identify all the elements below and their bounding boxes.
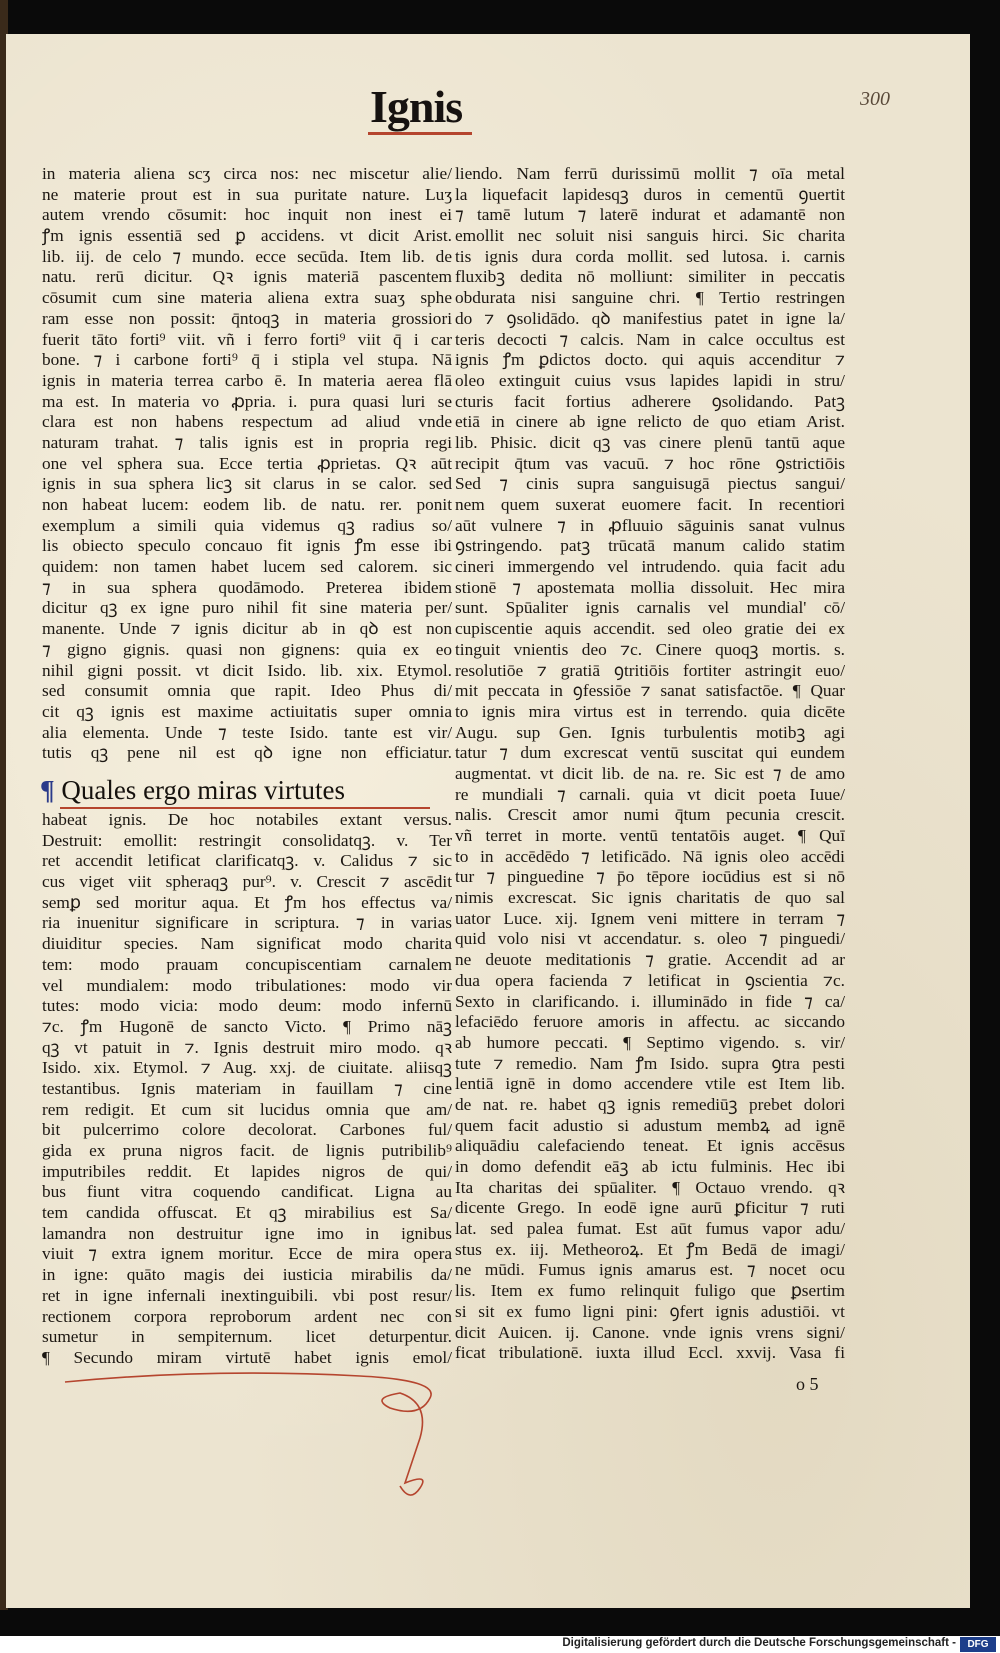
text-line: nimis excrescat. Sic ignis charitatis de quo sal (455, 888, 845, 908)
footer-bar (0, 1636, 1000, 1653)
text-line: clara est non habens respectum ad aliud vnde (42, 412, 452, 432)
text-line: in materia aliena scʒ circa nos: nec miscetur alie/ (42, 164, 452, 183)
text-line: qꝫ vt patuit in ⁊. Ignis destruit miro modo. qꝛ (42, 1037, 452, 1057)
text-line: testantibus. Ignis materiam in fauillam ⁊ cine (42, 1078, 452, 1098)
text-line: tutis qꝫ pene nil est qꝺ igne non efficiatur. (42, 743, 452, 763)
text-line: ¶ Secundo miram virtutē habet ignis emol/ (42, 1347, 452, 1367)
text-line: rectionem corpora reproborum ardent nec con (42, 1306, 452, 1326)
text-line: tem candida offuscat. Et qꝫ mirabilius est Sa/ (42, 1203, 452, 1223)
text-line: ⁊ tamē lutum ⁊ laterē indurat et adamantē non (455, 205, 845, 225)
text-line: manente. Unde ⁊ ignis dicitur ab in qꝺ est non (42, 619, 452, 639)
text-line: bus fiunt vitra coquendo candificat. Ligna au (42, 1182, 452, 1202)
text-line: quidem: non tamen habet lucem sed calorem. sic (42, 557, 452, 577)
text-line: tute ⁊ remedio. Nam ꝭm Isido. supra ꝯtra pesti (455, 1053, 845, 1073)
text-line: dicit Auicen. ij. Canone. vnde ignis vrens signi/ (455, 1322, 845, 1342)
text-line: cit qꝫ ignis est maxime actiuitatis super omnia (42, 701, 452, 721)
text-line: lentiā ignē in domo accendere vtile est Item lib. (455, 1074, 845, 1094)
text-line: Sed ⁊ cinis supra sanguisugā piectus sangui/ (455, 474, 845, 494)
text-line: ⁊c. ꝭm Hugonē de sancto Victo. ¶ Primo nāꝫ (42, 1016, 452, 1036)
text-line: ne mūdi. Fumus ignis amarus est. ⁊ nocet ocu (455, 1260, 845, 1280)
text-line: ꝯstringendo. patꝫ trūcatā manum calido statim (455, 536, 845, 556)
left-column-bottom (42, 810, 452, 1369)
text-line: dicitur qꝫ ex igne puro nihil fit sine materia per/ (42, 598, 452, 618)
text-line: naturam trahat. ⁊ talis ignis est in propria regi (42, 432, 452, 452)
text-line: lis. Item ex fumo relinquit fuligo que ꝑsertim (455, 1281, 845, 1301)
text-line: mit peccata in ꝯfessiōe ⁊ sanat satisfactōe. ¶ Quar (455, 681, 845, 701)
text-line: lib. Phisic. dicit qꝫ vas cinere plenū tantū aque (455, 432, 845, 452)
funding-credit: Digitalisierung gefördert durch die Deutsche Forschungsgemeinschaft - (562, 1637, 956, 1649)
paragraph-mark-icon: ¶ (40, 775, 55, 805)
text-line: rem redigit. Et cum sit lucidus omnia que am/ (42, 1099, 452, 1119)
page-title: Ignis (368, 82, 472, 135)
text-line: alia elementa. Unde ⁊ teste Isido. tante est vir/ (42, 722, 452, 742)
text-line: ⁊ gigno gignis. quasi non gignens: quia ex eo (42, 639, 452, 659)
text-line: quem facit adustio si adustum membꝝ ad ignē (455, 1115, 845, 1135)
text-line: tatur ⁊ dum excrescat ventū suscitat qui eundem (455, 743, 845, 763)
text-line: sumetur in sempiternum. licet deturpentur. (42, 1327, 452, 1347)
text-line: ꝭm ignis essentiā sed ꝑ accidens. vt dicit Arist. (42, 226, 452, 246)
text-line: diuiditur species. Nam significat modo charita (42, 934, 452, 954)
text-line: ne deuote meditationis ⁊ gratie. Accendit ad ar (455, 950, 845, 970)
text-line: cus viget viit spheraqꝫ pur⁹. v. Crescit ⁊ ascēdit (42, 872, 452, 892)
text-line: teris decocti ⁊ calcis. Nam in calce occultus est (455, 329, 845, 349)
heading-rubric-rule (60, 807, 430, 809)
text-line: ne materie prout est in sua puritate nature. Luʒ (42, 184, 452, 204)
text-line: in domo defendit eāꝫ ab ictu fulminis. Hec ibi (455, 1157, 845, 1176)
text-line: vñ terret in morte. ventū tentatōis auget. ¶ Quī (455, 826, 845, 845)
text-line: quid volo nisi vt accendatur. s. oleo ⁊ pinguedi/ (455, 929, 845, 949)
text-line: tutes: modo vicia: modo deum: modo infernū (42, 996, 452, 1016)
text-line: oleo extinguit cuius vsus lapides lapidi in stru/ (455, 370, 845, 390)
text-line: viuit ⁊ extra ignem moritur. Ecce de mira opera (42, 1244, 452, 1264)
text-line: ab humore peccati. ¶ Septimo vigendo. s. vir/ (455, 1032, 845, 1052)
section-heading (40, 775, 420, 805)
text-line: ret accendit letificat clarificatqꝫ. v. Calidus ⁊ sic (42, 851, 452, 871)
text-line: nalis. Crescit amor numi q̄tum pecunia crescit. (455, 805, 845, 825)
text-line: stus ex. iij. Metheoroꝝ. Et ꝭm Bedā de imagi/ (455, 1239, 845, 1259)
text-line: dicente Grego. In eodē igne aurū ꝑficitur ⁊ ruti (455, 1198, 845, 1218)
text-line: ficat tribulationē. iuxta illud Eccl. xxvij. Vasa fi (455, 1343, 845, 1363)
text-line: aliquādiu calefaciendo teneat. Et ignis accēsus (455, 1136, 845, 1156)
text-line: la liquefacit lapidesqꝫ duros in cementū ꝯuertit (455, 184, 845, 204)
text-line: ret in igne infernali inextinguibili. vbi post resur/ (42, 1285, 452, 1305)
text-line: tem: modo prauam concupiscentiam carnalem (42, 954, 452, 974)
text-line: fluxibꝫ dedita nō molliunt: similiter in peccatis (455, 267, 845, 287)
text-line: semꝑ sed moritur aqua. Et ꝭm hos effectus va/ (42, 892, 452, 912)
text-line: Destruit: emollit: restringit consolidatqꝫ. v. Ter (42, 830, 452, 850)
text-line: nem quem suxerat euomere facit. In recentiori (455, 495, 845, 514)
text-line: obdurata nisi sanguine chri. ¶ Tertio restringen (455, 288, 845, 308)
dfg-logo: DFG (960, 1637, 996, 1652)
text-line: ma est. In materia vo ꝓpria. i. pura quasi luri se (42, 391, 452, 411)
text-line: lis obiecto speculo concauo fit ignis ꝭm esse ibi (42, 536, 452, 556)
text-line: bit pulcerrimo colore decolorat. Carbones ful/ (42, 1120, 452, 1140)
text-line: Ita charitas dei spūaliter. ¶ Octauo vrendo. qꝛ (455, 1177, 845, 1197)
text-line: gida ex pruna nigros facit. de lignis putribilib⁹ (42, 1141, 452, 1160)
text-line: uator Luce. xij. Ignem veni mittere in terram ⁊ (455, 908, 845, 928)
signature-mark: o 5 (796, 1374, 819, 1394)
text-line: habeat ignis. De hoc notabiles extant versus. (42, 810, 452, 829)
text-line: nihil gigni possit. vt dicit Isido. lib. xix. Etymol. (42, 660, 452, 680)
text-line: cineri immergendo vel intrudendo. quia facit adu (455, 557, 845, 577)
text-line: ignis in materia terrea carbo ē. In materia aerea flā (42, 370, 452, 390)
red-flourish-decoration (60, 1372, 480, 1512)
text-line: etiā in cinere ab igne relicto de quo etiam Arist. (455, 412, 845, 432)
right-column (455, 164, 845, 1364)
text-line: cturis facit fortius adherere ꝯsolidando. Patꝫ (455, 391, 845, 411)
text-line: bone. ⁊ i carbone forti⁹ q̄ i stipla vel stupa. Nā (42, 350, 452, 370)
text-line: Sexto in clarificando. i. illuminādo in fide ⁊ ca/ (455, 991, 845, 1011)
text-line: lefaciēdo feruore amoris in affectu. ac siccando (455, 1012, 845, 1032)
text-line: cupiscentie aquis accendit. sed oleo gratie dei ex (455, 619, 845, 639)
text-line: re mundiali ⁊ carnali. quia vt dicit poeta Iuue/ (455, 784, 845, 804)
section-heading-text: Quales ergo miras virtutes (61, 775, 346, 805)
text-line: recipit q̄tum vas vacuū. ⁊ hoc rōne ꝯstrictiōis (455, 453, 845, 473)
text-line: ram esse non possit: q̄ntoqꝫ in materia grossiori (42, 308, 452, 328)
text-line: liendo. Nam ferrū durissimū mollit ⁊ oīa metal (455, 164, 845, 183)
text-line: non habeat lucem: eodem lib. de natu. rer. ponit (42, 495, 452, 514)
text-line: sed consumit omnia que rapit. Ideo Phus di/ (42, 681, 452, 701)
text-line: natu. rerū dicitur. Qꝛ ignis materiā pascentem (42, 267, 452, 287)
text-line: in igne: quāto magis dei iusticia mirabilis da/ (42, 1265, 452, 1285)
text-line: to ignis mira virtus est in terrendo. quia dicēte (455, 701, 845, 721)
text-line: emollit nec soluit nisi sanguis hirci. Sic charita (455, 226, 845, 246)
text-line: ignis ꝭm ꝑdictos docto. qui aquis accenditur ⁊ (455, 350, 845, 370)
text-line: Isido. xix. Etymol. ⁊ Aug. xxj. de ciuitate. aliisqꝫ (42, 1058, 452, 1078)
text-line: augmentat. vt dicit lib. de na. re. Sic est ⁊ de amo (455, 763, 845, 783)
text-line: cōsumit cum sine materia aliena extra suaʒ sphe (42, 288, 452, 308)
text-line: lib. iij. de celo ⁊ mundo. ecce secūda. Item lib. de (42, 246, 452, 266)
text-line: resolutiōe ⁊ gratiā ꝯtritiōis fortiter astringit euo/ (455, 660, 845, 680)
text-line: do ⁊ ꝯsolidādo. qꝺ manifestius patet in igne la/ (455, 308, 845, 328)
left-column-top (42, 164, 452, 764)
text-line: aūt vulnere ⁊ in ꝓfluuio sāguinis sanat vulnus (455, 515, 845, 535)
text-line: tinguit vnientis deo ⁊c. Cinere quoqꝫ mortis. s. (455, 639, 845, 659)
text-line: vel mundialem: modo tribulationes: modo vir (42, 975, 452, 995)
text-line: to in accēdēdo ⁊ letificādo. Nā ignis oleo accēdi (455, 846, 845, 866)
text-line: autem vrendo cōsumit: hoc inquit non inest ei (42, 205, 452, 225)
folio-number: 300 (860, 88, 890, 110)
text-line: ria inuenitur significare in scriptura. ⁊ in varias (42, 913, 452, 933)
text-line: dua opera facienda ⁊ letificat in ꝯscientia ⁊c. (455, 970, 845, 990)
text-line: one vel sphera sua. Ecce tertia ꝓprietas. Qꝛ aūt (42, 453, 452, 473)
text-line: ignis in sua sphera licꝫ sit clarus in se calor. sed (42, 474, 452, 494)
text-line: imputribiles reddit. Et lapides nigros de qui/ (42, 1161, 452, 1181)
text-line: tis ignis dura corda mollit. sed lutosa. i. carnis (455, 246, 845, 266)
text-line: lamandra non destruitur igne imo in ignibus (42, 1223, 452, 1243)
text-line: tur ⁊ pinguedine ⁊ p̄o tēpore iocūdius est si nō (455, 867, 845, 887)
text-line: ⁊ in sua sphera quodāmodo. Preterea ibidem (42, 577, 452, 597)
text-line: exemplum a simili quia videmus qꝫ radius so/ (42, 515, 452, 535)
text-line: si sit ex fumo ligni pini: ꝯfert ignis adustiōi. vt (455, 1301, 845, 1321)
text-line: stionē ⁊ apostemata mollia dissoluit. Hec mira (455, 577, 845, 597)
text-line: de nat. re. habet qꝫ ignis remediūꝫ prebet dolori (455, 1094, 845, 1114)
text-line: fuerit tāto forti⁹ viit. vñ i ferro forti⁹ viit q̄ i car (42, 329, 452, 349)
text-line: lat. sed palea fumat. Est aūt fumus vapor adu/ (455, 1219, 845, 1239)
text-line: Augu. sup Gen. Ignis turbulentis motibꝫ agi (455, 722, 845, 742)
text-line: sunt. Spūaliter ignis carnalis vel mundial' cō/ (455, 598, 845, 618)
